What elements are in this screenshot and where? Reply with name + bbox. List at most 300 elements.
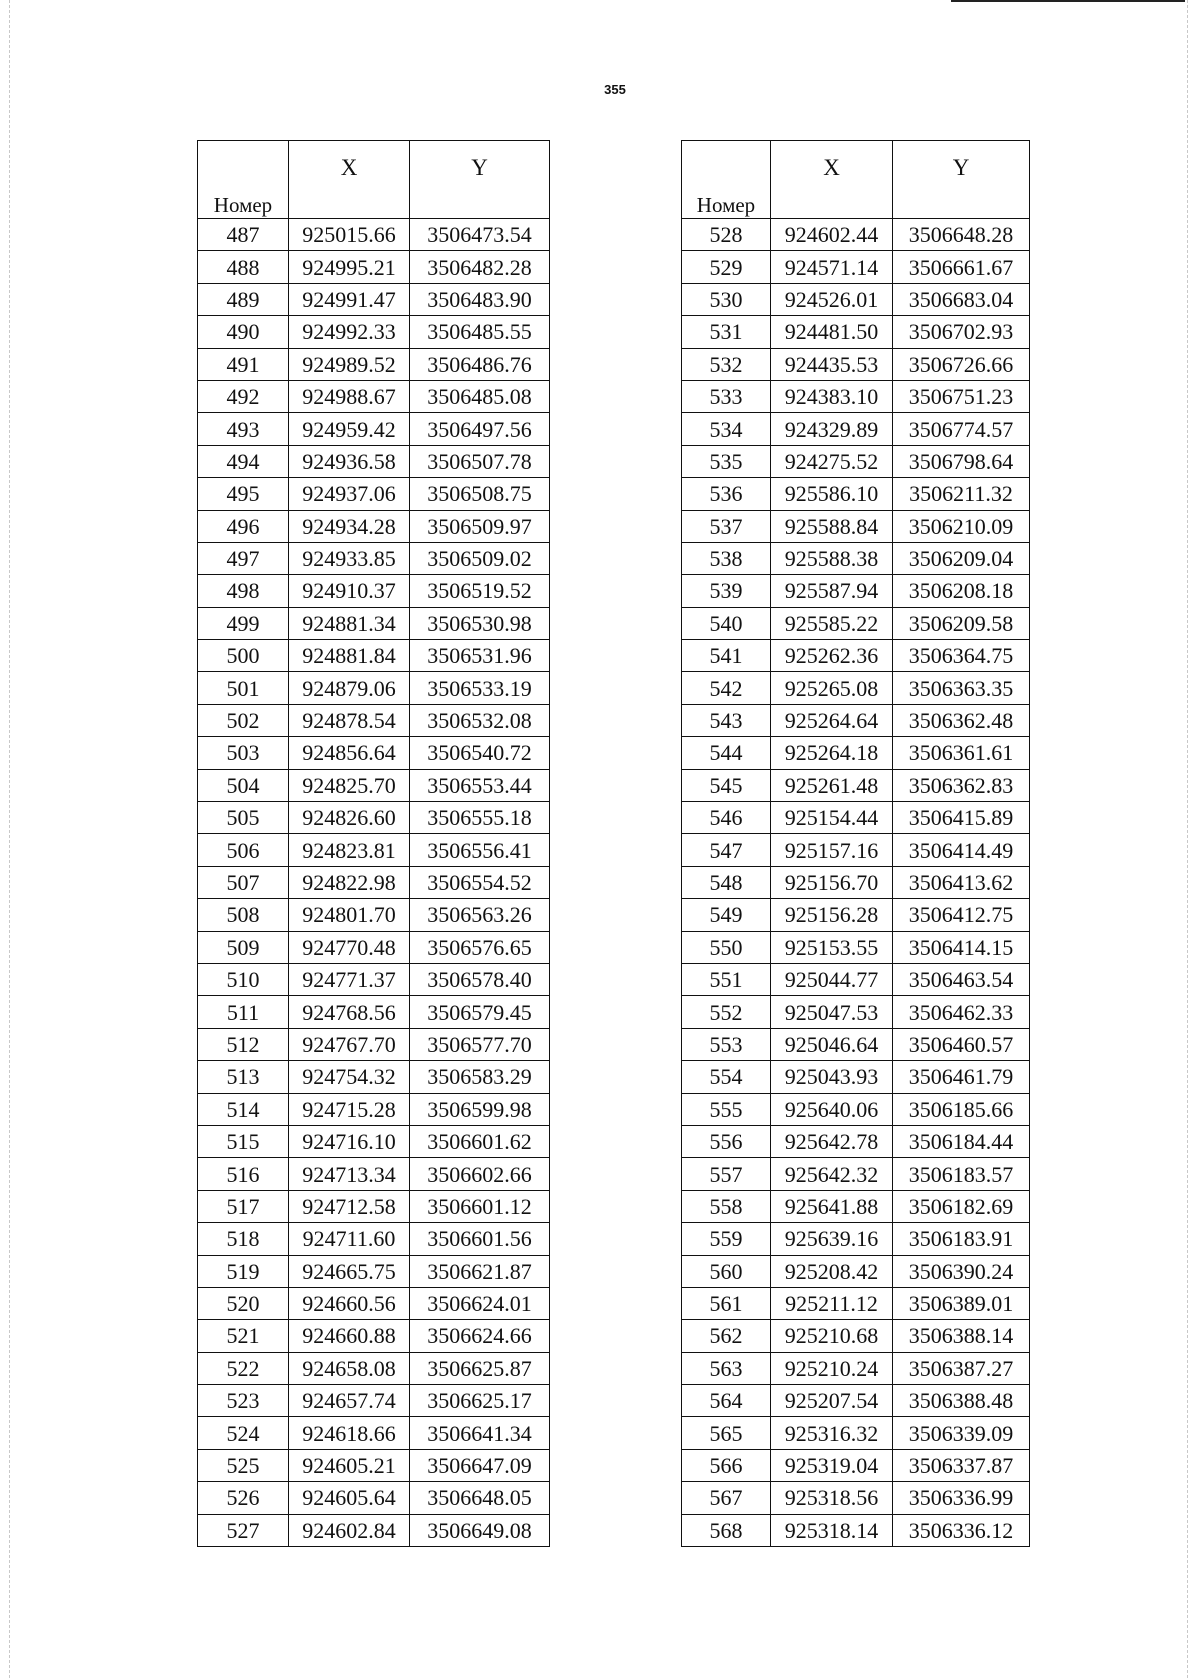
cell-number: 568: [682, 1514, 771, 1546]
table-row: [198, 1190, 550, 1222]
cell-x: 924934.28: [289, 510, 410, 542]
cell-x: 925210.24: [771, 1352, 893, 1384]
cell-number: 560: [682, 1255, 771, 1287]
cell-y: 3506624.01: [410, 1287, 550, 1319]
cell-number: 516: [198, 1158, 289, 1190]
cell-y: 3506337.87: [893, 1449, 1030, 1481]
cell-number: 510: [198, 963, 289, 995]
cell-y: 3506415.89: [893, 802, 1030, 834]
cell-number: 555: [682, 1093, 771, 1125]
cell-x: 924618.66: [289, 1417, 410, 1449]
table-row: [198, 1417, 550, 1449]
cell-number: 499: [198, 607, 289, 639]
cell-y: 3506531.96: [410, 640, 550, 672]
table-row: [198, 1223, 550, 1255]
cell-y: 3506579.45: [410, 996, 550, 1028]
cell-y: 3506361.61: [893, 737, 1030, 769]
table-row: [198, 704, 550, 736]
cell-y: 3506362.48: [893, 704, 1030, 736]
page-number: 355: [604, 82, 626, 97]
cell-x: 925015.66: [289, 219, 410, 251]
cell-number: 494: [198, 445, 289, 477]
cell-number: 489: [198, 283, 289, 315]
cell-y: 3506683.04: [893, 283, 1030, 315]
table-row: [198, 445, 550, 477]
cell-x: 925156.28: [771, 899, 893, 931]
header-y: Y: [893, 141, 1030, 219]
cell-y: 3506473.54: [410, 219, 550, 251]
cell-y: 3506798.64: [893, 445, 1030, 477]
table-row: [198, 1255, 550, 1287]
cell-y: 3506540.72: [410, 737, 550, 769]
table-row: [198, 219, 550, 251]
cell-x: 924822.98: [289, 866, 410, 898]
cell-x: 925154.44: [771, 802, 893, 834]
cell-number: 502: [198, 704, 289, 736]
table-row: [682, 834, 1030, 866]
cell-x: 925588.84: [771, 510, 893, 542]
cell-y: 3506336.99: [893, 1482, 1030, 1514]
cell-number: 522: [198, 1352, 289, 1384]
cell-x: 924275.52: [771, 445, 893, 477]
cell-number: 547: [682, 834, 771, 866]
cell-number: 556: [682, 1125, 771, 1157]
cell-number: 515: [198, 1125, 289, 1157]
cell-number: 513: [198, 1061, 289, 1093]
cell-number: 490: [198, 316, 289, 348]
table-row: [198, 1287, 550, 1319]
cell-y: 3506553.44: [410, 769, 550, 801]
table-row: [682, 575, 1030, 607]
coordinates-table-right: [681, 140, 1030, 1547]
cell-number: 544: [682, 737, 771, 769]
cell-y: 3506508.75: [410, 478, 550, 510]
cell-y: 3506648.28: [893, 219, 1030, 251]
cell-number: 530: [682, 283, 771, 315]
cell-number: 554: [682, 1061, 771, 1093]
cell-number: 521: [198, 1320, 289, 1352]
cell-x: 924933.85: [289, 542, 410, 574]
cell-number: 565: [682, 1417, 771, 1449]
cell-number: 539: [682, 575, 771, 607]
cell-y: 3506413.62: [893, 866, 1030, 898]
cell-number: 503: [198, 737, 289, 769]
table-row: [198, 380, 550, 412]
cell-y: 3506210.09: [893, 510, 1030, 542]
table-row: [682, 283, 1030, 315]
table-row: [682, 769, 1030, 801]
cell-x: 924988.67: [289, 380, 410, 412]
cell-number: 535: [682, 445, 771, 477]
cell-x: 924712.58: [289, 1190, 410, 1222]
cell-number: 491: [198, 348, 289, 380]
cell-number: 559: [682, 1223, 771, 1255]
cell-y: 3506555.18: [410, 802, 550, 834]
cell-y: 3506624.66: [410, 1320, 550, 1352]
cell-y: 3506208.18: [893, 575, 1030, 607]
cell-x: 924992.33: [289, 316, 410, 348]
cell-x: 925639.16: [771, 1223, 893, 1255]
cell-number: 495: [198, 478, 289, 510]
cell-x: 925264.64: [771, 704, 893, 736]
cell-y: 3506554.52: [410, 866, 550, 898]
cell-x: 924825.70: [289, 769, 410, 801]
cell-x: 925586.10: [771, 478, 893, 510]
cell-number: 519: [198, 1255, 289, 1287]
cell-x: 925642.78: [771, 1125, 893, 1157]
table-row: [198, 963, 550, 995]
cell-number: 492: [198, 380, 289, 412]
cell-number: 512: [198, 1028, 289, 1060]
cell-x: 924435.53: [771, 348, 893, 380]
cell-number: 488: [198, 251, 289, 283]
cell-x: 924713.34: [289, 1158, 410, 1190]
cell-number: 523: [198, 1385, 289, 1417]
cell-y: 3506649.08: [410, 1514, 550, 1546]
cell-x: 924771.37: [289, 963, 410, 995]
cell-x: 924995.21: [289, 251, 410, 283]
table-row: [682, 1223, 1030, 1255]
cell-number: 534: [682, 413, 771, 445]
cell-x: 924937.06: [289, 478, 410, 510]
cell-number: 527: [198, 1514, 289, 1546]
cell-x: 925043.93: [771, 1061, 893, 1093]
cell-number: 550: [682, 931, 771, 963]
cell-x: 925208.42: [771, 1255, 893, 1287]
table-row: [682, 607, 1030, 639]
table-row: [198, 931, 550, 963]
cell-x: 924481.50: [771, 316, 893, 348]
cell-number: 553: [682, 1028, 771, 1060]
table-row: [682, 1255, 1030, 1287]
cell-y: 3506625.17: [410, 1385, 550, 1417]
cell-y: 3506648.05: [410, 1482, 550, 1514]
cell-y: 3506509.97: [410, 510, 550, 542]
table-row: [682, 1061, 1030, 1093]
table-row: [682, 996, 1030, 1028]
table-row: [682, 1190, 1030, 1222]
table-row: [198, 283, 550, 315]
cell-y: 3506184.44: [893, 1125, 1030, 1157]
table-row: [682, 348, 1030, 380]
cell-y: 3506661.67: [893, 251, 1030, 283]
cell-y: 3506336.12: [893, 1514, 1030, 1546]
cell-x: 924881.84: [289, 640, 410, 672]
table-row: [198, 413, 550, 445]
cell-y: 3506460.57: [893, 1028, 1030, 1060]
cell-y: 3506497.56: [410, 413, 550, 445]
table-row: [198, 737, 550, 769]
cell-y: 3506751.23: [893, 380, 1030, 412]
cell-y: 3506702.93: [893, 316, 1030, 348]
cell-number: 496: [198, 510, 289, 542]
cell-y: 3506532.08: [410, 704, 550, 736]
cell-x: 925046.64: [771, 1028, 893, 1060]
cell-y: 3506412.75: [893, 899, 1030, 931]
header-y: Y: [410, 141, 550, 219]
table-row: [198, 348, 550, 380]
cell-x: 925587.94: [771, 575, 893, 607]
cell-number: 501: [198, 672, 289, 704]
cell-x: 925265.08: [771, 672, 893, 704]
table-row: [682, 1028, 1030, 1060]
table-row: [198, 1482, 550, 1514]
cell-number: 509: [198, 931, 289, 963]
cell-y: 3506339.09: [893, 1417, 1030, 1449]
table-row: [198, 510, 550, 542]
cell-number: 542: [682, 672, 771, 704]
cell-number: 506: [198, 834, 289, 866]
cell-number: 564: [682, 1385, 771, 1417]
cell-x: 924715.28: [289, 1093, 410, 1125]
cell-x: 925207.54: [771, 1385, 893, 1417]
cell-y: 3506641.34: [410, 1417, 550, 1449]
cell-x: 924660.88: [289, 1320, 410, 1352]
cell-y: 3506576.65: [410, 931, 550, 963]
table-row: [682, 640, 1030, 672]
table-row: [682, 1093, 1030, 1125]
cell-y: 3506185.66: [893, 1093, 1030, 1125]
scan-edge-left: [9, 0, 10, 1678]
cell-x: 925262.36: [771, 640, 893, 672]
table-row: [198, 1320, 550, 1352]
table-row: [198, 1028, 550, 1060]
cell-x: 925585.22: [771, 607, 893, 639]
cell-y: 3506463.54: [893, 963, 1030, 995]
cell-x: 925210.68: [771, 1320, 893, 1352]
cell-number: 487: [198, 219, 289, 251]
cell-x: 925318.56: [771, 1482, 893, 1514]
cell-y: 3506601.56: [410, 1223, 550, 1255]
table-row: [682, 316, 1030, 348]
table-row: [198, 542, 550, 574]
cell-number: 563: [682, 1352, 771, 1384]
table-row: [682, 737, 1030, 769]
cell-number: 504: [198, 769, 289, 801]
table-row: [198, 769, 550, 801]
cell-x: 924989.52: [289, 348, 410, 380]
header-number: Номер: [198, 141, 289, 219]
cell-x: 924571.14: [771, 251, 893, 283]
cell-y: 3506563.26: [410, 899, 550, 931]
cell-y: 3506364.75: [893, 640, 1030, 672]
cell-y: 3506461.79: [893, 1061, 1030, 1093]
table-row: [682, 251, 1030, 283]
cell-x: 924826.60: [289, 802, 410, 834]
table-row: [682, 219, 1030, 251]
table-row: [682, 445, 1030, 477]
cell-number: 529: [682, 251, 771, 283]
table-row: [198, 1449, 550, 1481]
cell-y: 3506647.09: [410, 1449, 550, 1481]
cell-number: 567: [682, 1482, 771, 1514]
table-row: [682, 704, 1030, 736]
cell-x: 925153.55: [771, 931, 893, 963]
cell-number: 497: [198, 542, 289, 574]
cell-y: 3506774.57: [893, 413, 1030, 445]
cell-y: 3506578.40: [410, 963, 550, 995]
table-row: [682, 963, 1030, 995]
table-row: [682, 1514, 1030, 1546]
cell-y: 3506519.52: [410, 575, 550, 607]
table-row: [198, 802, 550, 834]
cell-y: 3506414.49: [893, 834, 1030, 866]
cell-y: 3506599.98: [410, 1093, 550, 1125]
cell-number: 562: [682, 1320, 771, 1352]
cell-number: 546: [682, 802, 771, 834]
table-row: [682, 542, 1030, 574]
cell-y: 3506414.15: [893, 931, 1030, 963]
cell-x: 924716.10: [289, 1125, 410, 1157]
cell-y: 3506726.66: [893, 348, 1030, 380]
cell-x: 924660.56: [289, 1287, 410, 1319]
table-row: [198, 316, 550, 348]
cell-number: 551: [682, 963, 771, 995]
cell-x: 925211.12: [771, 1287, 893, 1319]
cell-number: 526: [198, 1482, 289, 1514]
cell-y: 3506182.69: [893, 1190, 1030, 1222]
table-row: [682, 931, 1030, 963]
cell-x: 924605.21: [289, 1449, 410, 1481]
table-row: [682, 802, 1030, 834]
table-row: [682, 1352, 1030, 1384]
cell-y: 3506507.78: [410, 445, 550, 477]
cell-number: 540: [682, 607, 771, 639]
table-row: [198, 607, 550, 639]
cell-y: 3506621.87: [410, 1255, 550, 1287]
cell-x: 924754.32: [289, 1061, 410, 1093]
cell-number: 558: [682, 1190, 771, 1222]
cell-x: 924383.10: [771, 380, 893, 412]
cell-number: 552: [682, 996, 771, 1028]
header-number: Номер: [682, 141, 771, 219]
table-row: [198, 1514, 550, 1546]
table-row: [198, 1158, 550, 1190]
cell-x: 925319.04: [771, 1449, 893, 1481]
cell-y: 3506485.08: [410, 380, 550, 412]
cell-x: 924711.60: [289, 1223, 410, 1255]
table-row: [198, 640, 550, 672]
table-row: [198, 834, 550, 866]
cell-y: 3506183.57: [893, 1158, 1030, 1190]
cell-x: 924959.42: [289, 413, 410, 445]
cell-number: 532: [682, 348, 771, 380]
cell-y: 3506625.87: [410, 1352, 550, 1384]
cell-number: 508: [198, 899, 289, 931]
scan-edge-right: [1187, 0, 1188, 1678]
cell-x: 924879.06: [289, 672, 410, 704]
cell-y: 3506388.14: [893, 1320, 1030, 1352]
cell-number: 538: [682, 542, 771, 574]
table-row: [682, 413, 1030, 445]
cell-x: 925264.18: [771, 737, 893, 769]
cell-x: 925047.53: [771, 996, 893, 1028]
cell-number: 545: [682, 769, 771, 801]
table-row: [198, 899, 550, 931]
cell-x: 924856.64: [289, 737, 410, 769]
cell-y: 3506363.35: [893, 672, 1030, 704]
cell-x: 925157.16: [771, 834, 893, 866]
cell-y: 3506486.76: [410, 348, 550, 380]
cell-y: 3506362.83: [893, 769, 1030, 801]
table-header-row: [198, 141, 550, 219]
cell-number: 518: [198, 1223, 289, 1255]
cell-number: 507: [198, 866, 289, 898]
cell-y: 3506583.29: [410, 1061, 550, 1093]
cell-y: 3506209.04: [893, 542, 1030, 574]
cell-x: 924823.81: [289, 834, 410, 866]
cell-x: 924881.34: [289, 607, 410, 639]
table-row: [682, 1320, 1030, 1352]
cell-y: 3506183.91: [893, 1223, 1030, 1255]
cell-x: 924329.89: [771, 413, 893, 445]
table-row: [198, 575, 550, 607]
cell-x: 924936.58: [289, 445, 410, 477]
cell-x: 924991.47: [289, 283, 410, 315]
cell-number: 511: [198, 996, 289, 1028]
table-row: [682, 1385, 1030, 1417]
cell-y: 3506530.98: [410, 607, 550, 639]
cell-number: 566: [682, 1449, 771, 1481]
cell-number: 493: [198, 413, 289, 445]
table-row: [198, 996, 550, 1028]
cell-x: 924801.70: [289, 899, 410, 931]
table-row: [198, 1352, 550, 1384]
cell-y: 3506387.27: [893, 1352, 1030, 1384]
header-x: X: [289, 141, 410, 219]
cell-y: 3506533.19: [410, 672, 550, 704]
table-row: [682, 1482, 1030, 1514]
cell-x: 924767.70: [289, 1028, 410, 1060]
table-row: [198, 866, 550, 898]
cell-number: 528: [682, 219, 771, 251]
table-row: [198, 672, 550, 704]
cell-number: 525: [198, 1449, 289, 1481]
cell-x: 924878.54: [289, 704, 410, 736]
cell-number: 500: [198, 640, 289, 672]
table-row: [198, 478, 550, 510]
cell-x: 925588.38: [771, 542, 893, 574]
cell-x: 924768.56: [289, 996, 410, 1028]
header-x: X: [771, 141, 893, 219]
cell-number: 541: [682, 640, 771, 672]
cell-x: 924665.75: [289, 1255, 410, 1287]
cell-x: 924526.01: [771, 283, 893, 315]
cell-y: 3506462.33: [893, 996, 1030, 1028]
cell-y: 3506482.28: [410, 251, 550, 283]
cell-number: 531: [682, 316, 771, 348]
cell-x: 925642.32: [771, 1158, 893, 1190]
cell-number: 536: [682, 478, 771, 510]
cell-x: 924602.84: [289, 1514, 410, 1546]
cell-number: 505: [198, 802, 289, 834]
table-row: [682, 380, 1030, 412]
cell-x: 925261.48: [771, 769, 893, 801]
cell-number: 520: [198, 1287, 289, 1319]
table-row: [682, 1125, 1030, 1157]
cell-number: 561: [682, 1287, 771, 1319]
cell-y: 3506209.58: [893, 607, 1030, 639]
cell-number: 537: [682, 510, 771, 542]
cell-x: 924910.37: [289, 575, 410, 607]
table-row: [198, 1385, 550, 1417]
cell-number: 548: [682, 866, 771, 898]
table-row: [198, 1093, 550, 1125]
cell-y: 3506509.02: [410, 542, 550, 574]
cell-y: 3506601.12: [410, 1190, 550, 1222]
cell-x: 924658.08: [289, 1352, 410, 1384]
cell-x: 925640.06: [771, 1093, 893, 1125]
